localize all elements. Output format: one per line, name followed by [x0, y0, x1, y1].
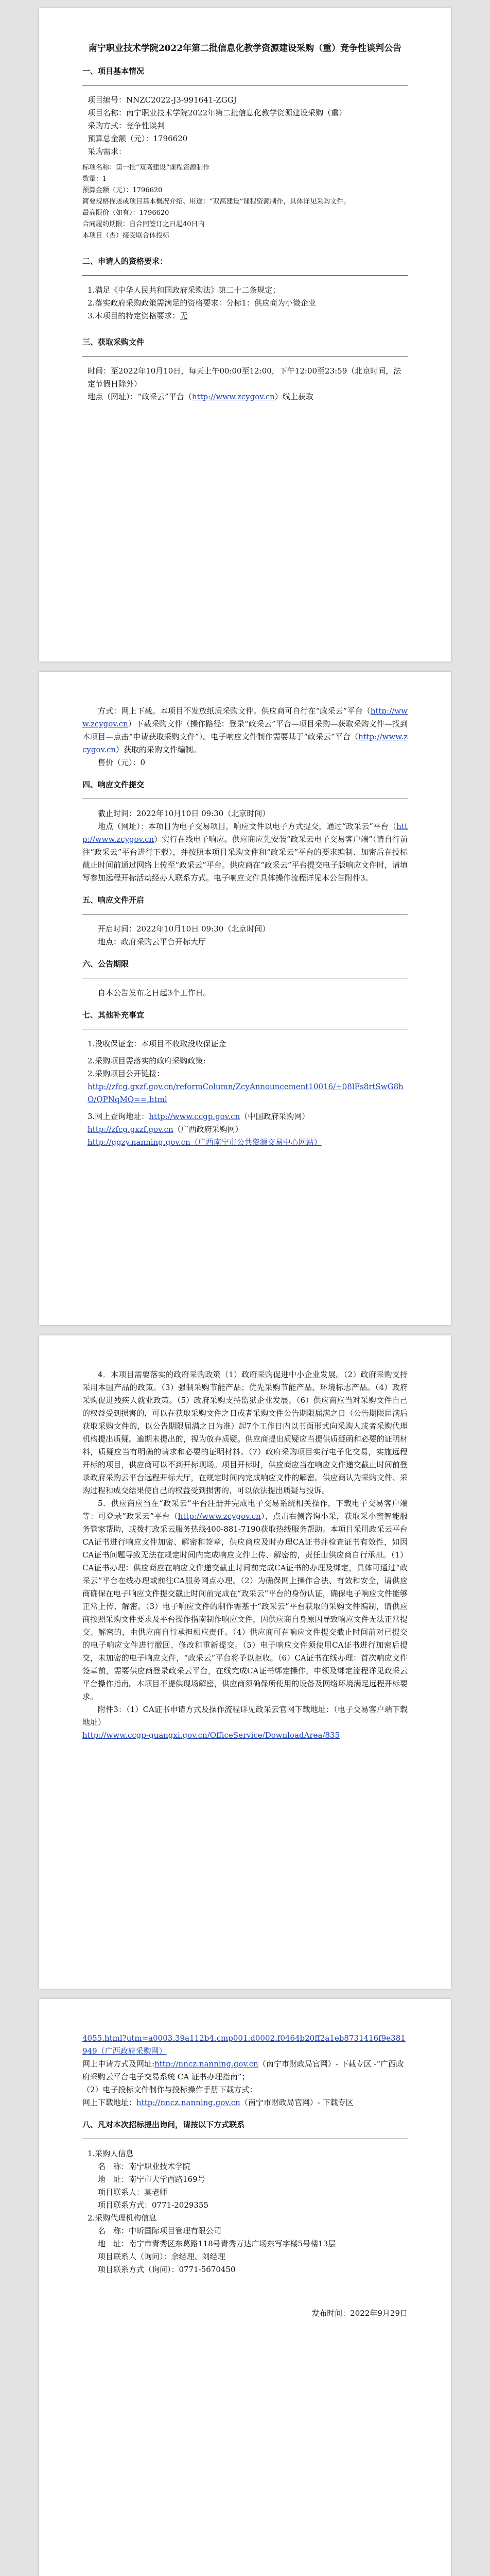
- download-link[interactable]: http://www.ccgp-guangxi.gov.cn/OfficeService/DownloadArea/835: [82, 1731, 340, 1740]
- document-page-2: 方式：网上下载。本项目不发放纸质采购文件。供应商可自行在“政采云”平台（http://www.zcygov.cn）下载采购文件（操作路径：登录“政采云”平台—项目采购—获取采购文件—找到本项目—点击“申请获取采购文件”）。电子响应文件制作需要基于“政采云”平台（http://www.zcygov.cn）获取的采购文件编制。 售价（元）：0 四、响应文件提交 截止时间：2022年10月10日 09:30（北京时间） 地点（网址）：本项目为电子交易项目，响应文件以电子方式提交，通过“政采云”平台（http://www.zcygov.cn）实行在线电子响应。供应商应先安装“政采云电子交易客户端”（请自行前往“政采云”平台进行下载），并按照本项目采购文件和“政采云”平台的要求编制、加密后在投标截止时间前通过网络上传至“政采云”平台。供应商在“政采云”平台提交电子版响应文件时，请填写参加远程开标活动经办人联系方式。电子响应文件具体操作流程详见本公告附件3。 五、响应文件开启 开启时间：2022年10月10日 09:30（北京时间） 地点：政府采购云平台开标大厅 六、公告期限 自本公告发布之日起3个工作日。 七、其他补充事宜 1.没收保证金：本项目不收取没收保证金 2.采购项目需落实的政府采购政策: 2.采购项目公开链接： http://zfcg.gxzf.gov.cn/reformColumn/ZcyAnnouncement10016/+08lFs8rtSwG8hO/QPNqMQ==.html 3.网上查询地址：http://www.ccgp.gov.cn（中国政府采购网） http://zfcg.gxzf.gov.cn（广西政府采购网） http://ggzy.nanning.gov.cn（广西南宁市公共资源交易中心网站）: [39, 672, 451, 1325]
- project-name: 项目名称：南宁职业技术学院2022年第二批信息化教学资源建设采购（重）: [87, 108, 347, 117]
- divider: [82, 275, 408, 276]
- section-8-heading: 八、凡对本次招标提出询问，请按以下方式联系: [82, 2120, 245, 2129]
- procurement-method: 采购方式：竞争性谈判: [87, 121, 165, 130]
- purchaser-name: 名 称：南宁职业技术学院: [98, 2162, 191, 2171]
- qualification-3: 3.本项目的特定资格要求：无: [87, 311, 188, 320]
- attachment-3: 附件3：（1）CA证书申请方式及操作流程详见政采云官网下载地址：（电子交易客户端下载地址）: [82, 1705, 408, 1727]
- public-link-label: 2.采购项目公开链接：: [87, 1069, 165, 1078]
- purchaser-contact: 项目联系人：莫老师: [98, 2188, 168, 2197]
- ggzy-link[interactable]: http://ggzy.nanning.gov.cn: [87, 1138, 190, 1147]
- submit-deadline: 截止时间：2022年10月10日 09:30（北京时间）: [98, 809, 270, 818]
- ca-apply-method: 网上申请方式及网址:http://nncz.nanning.gov.cn（南宁市财政局官网）- 下载专区 -“广西政府采购云平台电子交易系统 CA 证书办理指南”；: [82, 2059, 404, 2081]
- nncz-link[interactable]: http://nncz.nanning.gov.cn: [154, 2059, 258, 2069]
- ccgp-link[interactable]: http://www.ccgp.gov.cn: [149, 1112, 240, 1121]
- document-title: 南宁职业技术学院2022年第二批信息化教学资源建设采购（重）竞争性谈判公告: [88, 43, 402, 54]
- document-page-3: [39, 1335, 451, 1989]
- purchaser-heading: 1.采购人信息: [87, 2149, 134, 2158]
- ca-paragraph: 5．供应商应当在“政采云”平台注册并完成电子交易系统相关操作，下载电子交易客户端等：可登录“政采云”平台（http://www.zcygov.cn），点击右侧咨询小采，获取采小蜜智能服务管家帮助，或拨打政采云服务热线400-881-7190获取热线服务帮助。本项目采用政采云平台CA证书进行响应文件加密、解密和签章，供应商应及时办理CA证书并检查证书有效性，如因CA证书问题导致无法在规定时间内完成响应文件上传、解密的，责任由供应商自行承担。（1）CA证书办理：供应商应在响应文件递交截止时间前完成CA证书的办理及绑定，具体可通过“政采云”平台在线办理或前往CA服务网点办理。（2）为确保网上操作合法、有效和安全，请供应商确保在电子响应文件提交截止时间前完成在“政采云”平台的身份认证，确保电子响应文件能够正常上传、解密。（3）电子响应文件的制作需基于“政采云”平台获取的采购文件编制，请供应商按照采购文件要求及平台操作指南制作响应文件，因供应商自身原因导致响应文件无法正常提交、解密的，由供应商自行承担相应责任。（4）供应商可在响应文件提交截止时间前对已提交的电子响应文件进行撤回、修改和重新提交。（5）电子响应文件须使用CA证书进行加密后提交，未加密的电子响应文件，“政采云”平台将予以拒收。（6）CA证书在线办理：首次响应文件签章前，需要供应商登录政采云平台，在线完成CA证书绑定操作，申领及绑定流程详见政采云平台操作指南。本项目不提供现场解密，供应商须确保所使用的设备及网络环境满足远程开标要求。: [82, 1499, 408, 1701]
- agency-phone: 项目联系方式（询问）：0771-5670450: [98, 2265, 236, 2274]
- purchaser-phone: 项目联系方式：0771-2029355: [98, 2200, 209, 2210]
- document-price: 售价（元）：0: [98, 758, 146, 767]
- purchaser-address: 地 址：南宁市大学西路169号: [98, 2175, 205, 2184]
- acquire-time: 时间：至2022年10月10日，每天上午00:00至12:00，下午12:00至23:59（北京时间，法定节假日除外）: [87, 366, 401, 388]
- zcygov-link[interactable]: http://www.zcygov.cn: [82, 732, 408, 754]
- agency-contact: 项目联系人（询问）：余经理、刘经理: [98, 2252, 225, 2261]
- max-price: 最高限价（如有）：1796620: [82, 209, 169, 217]
- open-time: 开启时间：2022年10月10日 09:30（北京时间）: [98, 924, 270, 934]
- publish-date: 发布时间：2022年9月29日: [311, 2309, 408, 2318]
- agency-name: 名 称：中昕国际项目管理有限公司: [98, 2226, 222, 2235]
- acquire-place: 地点（网址）：“政采云”平台（http://www.zcygov.cn）线上获取: [87, 392, 313, 401]
- query-address: 3.网上查询地址：http://www.ccgp.gov.cn（中国政府采购网）: [87, 1112, 310, 1121]
- demand-label: 采购需求：: [87, 147, 127, 156]
- open-place: 地点：政府采购云平台开标大厅: [98, 937, 206, 946]
- deposit-note: 1.没收保证金：本项目不收取没收保证金: [87, 1039, 226, 1048]
- document-page-4: 4055.html?utm=a0003.39a112b4.cmp001.d0002.f0464b20ff2a1eb8731416f9e381949（广西政府采购网） 网上申请方式及网址:http://nncz.nanning.gov.cn（南宁市财政局官网）- 下载专区 -“广西政府采购云平台电子交易系统 CA 证书办理指南”； （2）电子投标文件制作与投标操作手册下载方式： 网上下载地址：http://nncz.nanning.gov.cn（南宁市财政局官网）- 下载专区 八、凡对本次招标提出询问，请按以下方式联系 1.采购人信息 名 称：南宁职业技术学院 地 址：南宁市大学西路169号 项目联系人：莫老师 项目联系方式：0771-2029355 2.采购代理机构信息 名 称：中昕国际项目管理有限公司 地 址：南宁市青秀区东葛路118号青秀万达广场东写字楼5号楼13层 项目联系人（询问）：余经理、刘经理 项目联系方式（询问）：0771-5670450 发布时间：2022年9月29日: [39, 1999, 451, 2576]
- agency-address: 地 址：南宁市青秀区东葛路118号青秀万达广场东写字楼5号楼13层: [98, 2239, 336, 2248]
- policy-paragraph: 4．本项目需要落实的政府采购政策（1）政府采购促进中小企业发展。（2）政府采购支持采用本国产品的政策。（3）强制采购节能产品；优先采购节能产品、环境标志产品。（4）政府采购促进残疾人就业政策。（5）政府采购支持监狱企业发展。（6）供应商应当对采购文件自己的权益受到损害的，可以在获取采购文件之日或者采购文件公告期限届满之日（公告期限届满后获取采购文件的，以公告期限届满之日为准）起7个工作日内以书面形式向采购人或者采购代理机构提出质疑。逾期未提出的，视为放弃质疑。供应商提出质疑应当提供质疑函和必要的证明材料，质疑应当有明确的请求和必要的证明材料。（7）政府采购项目实行电子化交易，实施远程开标的项目，供应商可以不到开标现场。项目开标时，供应商应当在响应文件递交截止时间前登录政府采购云平台远程开标大厅，在规定时间内完成响应文件的解密。供应商认为采购文件、采购过程和成交结果使自己的权益受到损害的，可以依法提出质疑与投诉。: [82, 1370, 408, 1495]
- nncz-link[interactable]: http://nncz.nanning.gov.cn: [136, 2098, 240, 2107]
- submit-place: 地点（网址）：本项目为电子交易项目，响应文件以电子方式提交，通过“政采云”平台（http://www.zcygov.cn）实行在线电子响应。供应商应先安装“政采云电子交易客户端”（请自行前往“政采云”平台进行下载），并按照本项目采购文件和“政采云”平台的要求编制、加密后在投标截止时间前通过网络上传至“政采云”平台。供应商在“政采云”平台提交电子版响应文件时，请填写参加远程开标活动经办人联系方式。电子响应文件具体操作流程详见本公告附件3。: [82, 822, 408, 883]
- qualification-2: 2.落实政府采购政策需满足的资格要求：分标1：供应商为小微企业: [87, 298, 316, 308]
- document-page-1: [39, 8, 451, 662]
- gxzf-link[interactable]: http://zfcg.gxzf.gov.cn: [87, 1125, 173, 1134]
- manual-download-method: （2）电子投标文件制作与投标操作手册下载方式：: [82, 2085, 257, 2094]
- project-number: 项目编号：NNZC2022-J3-991641-ZGGJ: [87, 95, 237, 105]
- policy-note: 2.采购项目需落实的政府采购政策:: [87, 1056, 206, 1065]
- section-5-heading: 五、响应文件开启: [82, 895, 145, 905]
- lot-brief: 简要规格描述或项目基本概况介绍、用途：“双高建设”课程资源制作，具体详见采购文件。: [82, 198, 351, 206]
- section-4-heading: 四、响应文件提交: [82, 780, 145, 789]
- notice-period: 自本公告发布之日起3个工作日。: [98, 988, 211, 997]
- manual-download-address: 网上下载地址：http://nncz.nanning.gov.cn（南宁市财政局官网）- 下载专区: [82, 2098, 354, 2107]
- divider: [82, 85, 408, 86]
- acquire-method: 方式：网上下载。本项目不发放纸质采购文件。供应商可自行在“政采云”平台（http://www.zcygov.cn）下载采购文件（操作路径：登录“政采云”平台—项目采购—获取采购文件—找到本项目—点击“申请获取采购文件”）。电子响应文件制作需要基于“政采云”平台（http://www.zcygov.cn）获取的采购文件编制。: [82, 706, 408, 754]
- qualification-1: 1.满足《中华人民共和国政府采购法》第二十二条规定；: [87, 285, 281, 295]
- download-link-continued[interactable]: 4055.html?utm=a0003.39a112b4.cmp001.d0002.f0464b20ff2a1eb8731416f9e381949: [82, 2033, 406, 2056]
- lot-budget: 预算金额（元）：1796620: [82, 187, 163, 194]
- lot-quantity: 数量：1: [82, 175, 107, 183]
- lot-name: 标项名称：第一批“双高建设”课程资源制作: [82, 164, 210, 172]
- zcygov-link[interactable]: http://www.zcygov.cn: [82, 822, 408, 844]
- agency-heading: 2.采购代理机构信息: [87, 2213, 157, 2223]
- qualification-3-value: 无: [180, 311, 188, 320]
- zcygov-link[interactable]: http://www.zcygov.cn: [82, 706, 408, 728]
- section-2-heading: 二、申请人的资格要求：: [82, 257, 168, 266]
- contract-period: 合同履约期限：自合同签订之日起40日内: [82, 221, 205, 228]
- divider: [82, 356, 408, 357]
- zcygov-link[interactable]: http://www.zcygov.cn: [178, 1512, 261, 1521]
- section-1-heading: 一、项目基本情况: [82, 66, 145, 76]
- public-link[interactable]: http://zfcg.gxzf.gov.cn/reformColumn/ZcyAnnouncement10016/+08lFs8rtSwG8hO/QPNqMQ==.html: [87, 1082, 404, 1104]
- section-3-heading: 三、获取采购文件: [82, 337, 145, 347]
- zcygov-link[interactable]: http://www.zcygov.cn: [191, 392, 275, 401]
- section-6-heading: 六、公告期限: [82, 959, 129, 969]
- section-7-heading: 七、其他补充事宜: [82, 1010, 145, 1020]
- total-budget: 预算总金额（元）：1796620: [87, 134, 188, 143]
- joint-bid: 本项目（否）接受联合体投标: [82, 232, 170, 240]
